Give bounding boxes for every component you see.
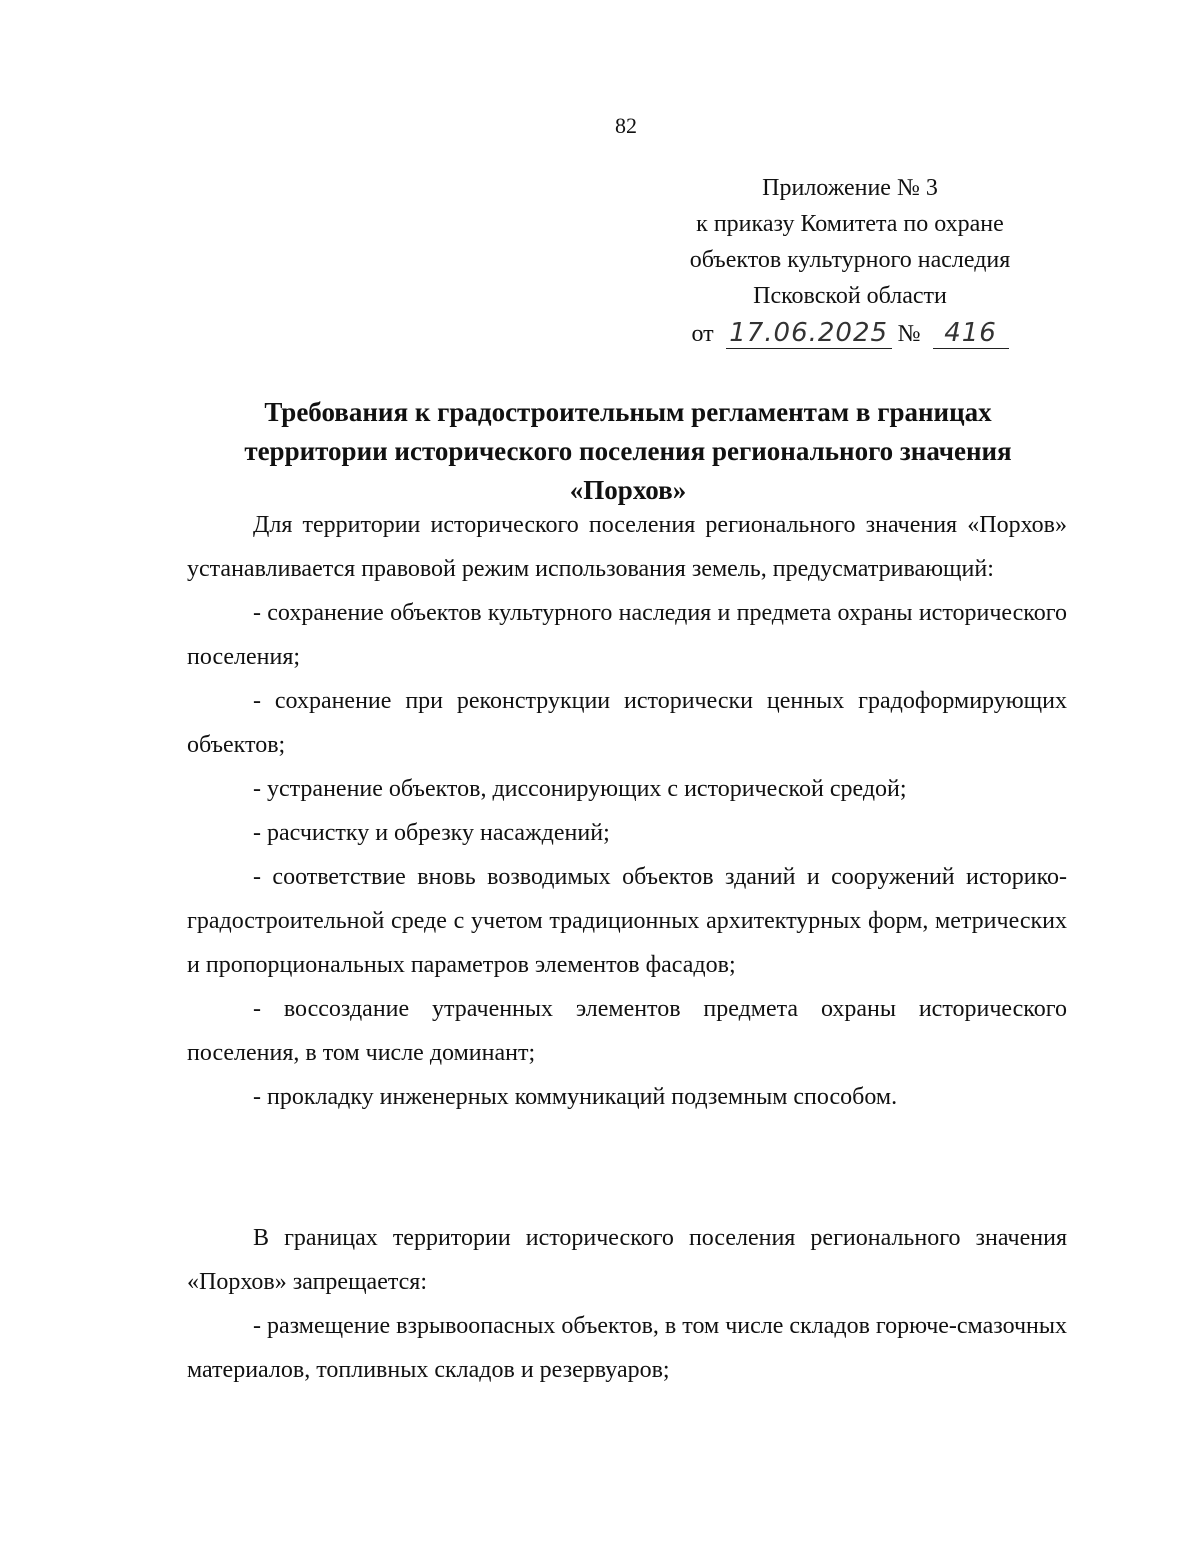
list-item: - соответствие вновь возводимых объектов зданий и сооружений историко-градостроительной среде с учетом традиционных архитектурных форм, метрических и пропорциональных параметров элементов фасадов;: [187, 864, 1067, 978]
section-intro-paragraph: В границах территории исторического поселения регионального значения «Порхов» запрещается:: [187, 1225, 1067, 1295]
date-prefix: от: [691, 321, 714, 347]
title-line-2: территории исторического поселения регионального значения: [244, 436, 1012, 466]
appendix-header: [640, 170, 1060, 352]
section-prohibitions: [187, 1216, 1067, 1392]
section-intro-paragraph: Для территории исторического поселения регионального значения «Порхов» устанавливается правовой режим использования земель, предусматривающий:: [187, 512, 1067, 582]
list-item: - устранение объектов, диссонирующих с исторической средой;: [253, 776, 907, 802]
section-permitted-regime: [187, 503, 1067, 1119]
document-title: [200, 393, 1056, 510]
handwritten-order-number: 416: [933, 318, 1009, 349]
page-number: 82: [615, 113, 637, 138]
list-item: - размещение взрывоопасных объектов, в том числе складов горюче-смазочных материалов, топливных складов и резервуаров;: [187, 1313, 1067, 1383]
appendix-line-4: Псковской области: [753, 283, 947, 309]
appendix-line-1: Приложение № 3: [762, 175, 938, 201]
list-item: - расчистку и обрезку насаждений;: [253, 820, 610, 846]
list-item: - сохранение при реконструкции исторически ценных градоформирующих объектов;: [187, 688, 1067, 758]
title-line-3: «Порхов»: [569, 475, 687, 505]
list-item: - воссоздание утраченных элементов предмета охраны исторического поселения, в том числе доминант;: [187, 996, 1067, 1066]
appendix-line-3: объектов культурного наследия: [689, 247, 1011, 273]
order-date-number-line: [640, 316, 1060, 352]
appendix-line-2: к приказу Комитета по охране: [696, 211, 1004, 237]
number-sign: №: [897, 321, 921, 347]
title-line-1: Требования к градостроительным регламентам в границах: [264, 397, 992, 427]
list-item: - прокладку инженерных коммуникаций подземным способом.: [253, 1084, 898, 1110]
list-item: - сохранение объектов культурного наследия и предмета охраны исторического поселения;: [187, 600, 1067, 670]
handwritten-date: 17.06.2025: [726, 318, 892, 349]
